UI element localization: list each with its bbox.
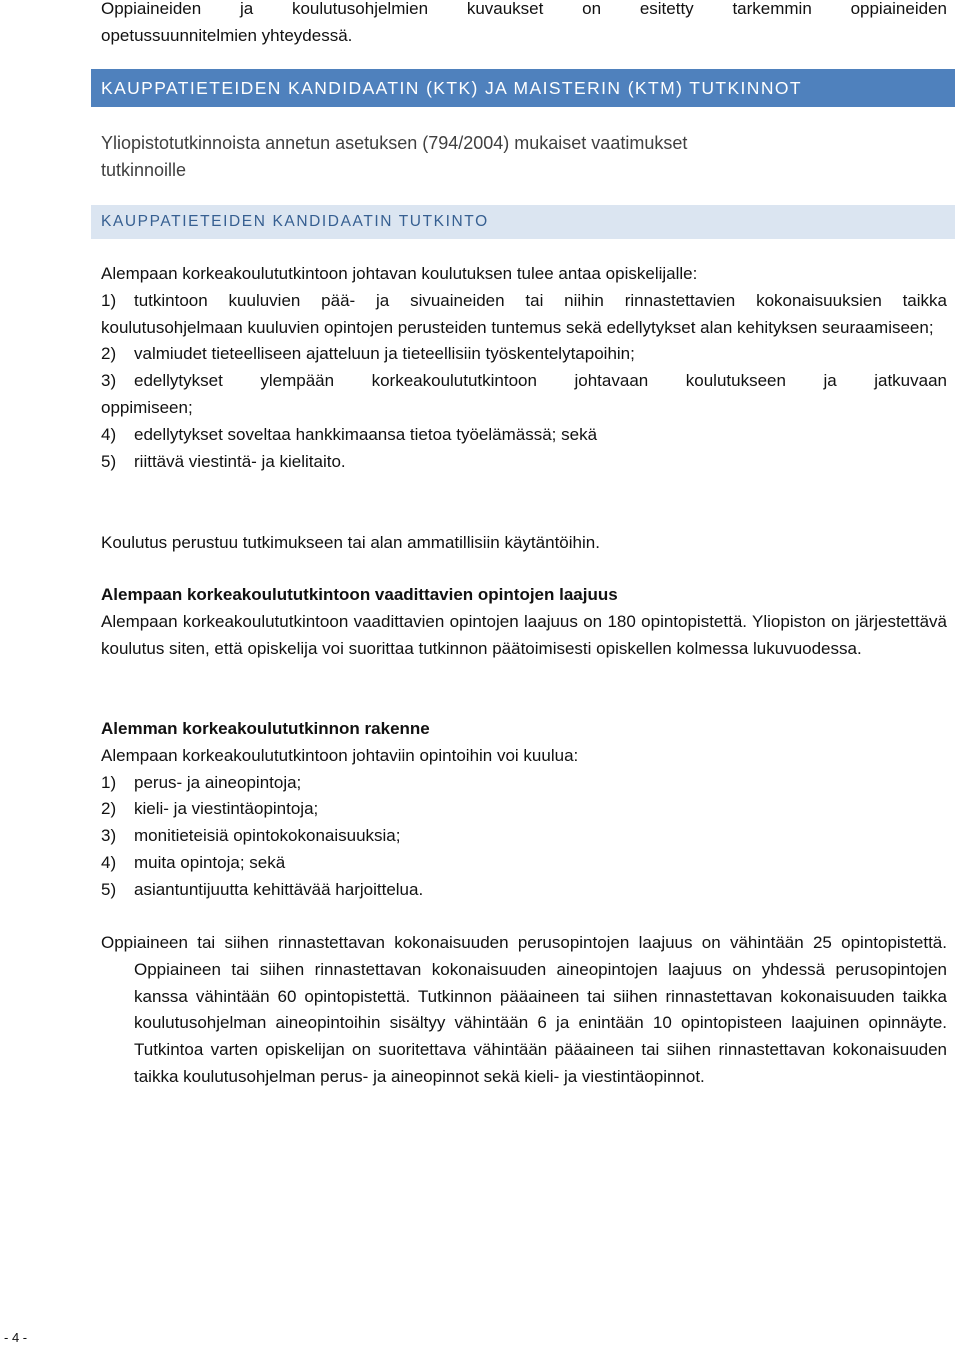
goal-text: tutkintoon kuuluvien pää- ja sivuaineiden tai niihin rinnastettavien kokonaisuuksien taikka <box>134 290 947 310</box>
research-basis-text: Koulutus perustuu tutkimukseen tai alan ammatillisiin käytäntöihin. <box>101 533 600 552</box>
page-number: - 4 - <box>4 1330 28 1345</box>
intro-line-1: Oppiaineiden ja koulutusohjelmien kuvaukset on esitetty tarkemmin oppiaineiden <box>101 0 947 18</box>
structure-text: perus- ja aineopintoja; <box>134 772 302 792</box>
goal-text: edellytykset ylempään korkeakoulututkintoon johtavaan koulutukseen ja jatkuvaan <box>134 371 947 391</box>
structure-number: 4) <box>101 852 117 872</box>
goal-text: riittävä viestintä- ja kielitaito. <box>134 451 346 471</box>
section-banner: KAUPPATIETEIDEN KANDIDAATIN (KTK) JA MAISTERIN (KTM) TUTKINNOT <box>91 69 955 107</box>
major-section <box>101 930 947 1091</box>
structure-text: muita opintoja; sekä <box>134 852 286 872</box>
structure-item <box>101 823 947 850</box>
goal-number: 4) <box>101 424 117 444</box>
major-paragraph: Oppiaineen tai siihen rinnastettavan kokonaisuuden perusopintojen laajuus on vähintään 25 opintopistettä. Oppiaineen tai siihen rinnastettavan kokonaisuuden aineopintojen laajuus on yhdessä perusopintojen kanssa vähintään 60 opintopistettä. Tutkinnon pääaineen tai siihen rinnastettavan kokonaisuuden taikka koulutusohjelman aineopintoihin sisältyy vähintään 6 ja enintään 10 opintopisteen laajuinen opinnäyte. Tutkintoa varten opiskelijan on suoritettava vähintään pääaineen tai siihen rinnastettavan kokonaisuuden taikka koulutusohjelman perus- ja aineopinnot sekä kieli- ja viestintäopinnot. <box>101 933 947 1086</box>
scope-text: Alempaan korkeakoulututkintoon vaadittavien opintojen laajuus on 180 opintopistettä. Yliopiston on järjestettävä koulutus siten, että opiskelija voi suorittaa tutkinnon päätoimisesti opiskellen kolmessa lukuvuodessa. <box>101 611 947 658</box>
goal-text: edellytykset soveltaa hankkimaansa tietoa työelämässä; sekä <box>134 424 598 444</box>
goals-intro: Alempaan korkeakoulututkintoon johtavan koulutuksen tulee antaa opiskelijalle: <box>101 264 698 283</box>
goal-item <box>101 449 947 476</box>
intro-paragraph <box>101 0 947 50</box>
structure-text: kieli- ja viestintäopintoja; <box>134 799 319 819</box>
structure-text: monitieteisiä opintokokonaisuuksia; <box>134 826 401 846</box>
section-subtitle <box>101 130 947 184</box>
goal-number: 3) <box>101 371 117 391</box>
subtitle-line-2: tutkinnoille <box>101 160 187 180</box>
structure-item <box>101 770 947 797</box>
research-basis <box>101 530 947 557</box>
scope-heading: Alempaan korkeakoulututkintoon vaadittavien opintojen laajuus <box>101 585 618 604</box>
scope-section <box>101 582 947 662</box>
subsection-banner: KAUPPATIETEIDEN KANDIDAATIN TUTKINTO <box>91 205 955 239</box>
goal-number: 5) <box>101 451 117 471</box>
goal-item <box>101 341 947 368</box>
structure-heading: Alemman korkeakoulututkinnon rakenne <box>101 719 430 738</box>
structure-number: 2) <box>101 799 117 819</box>
goals-section <box>101 261 947 475</box>
goal-number: 2) <box>101 344 117 364</box>
goal-item <box>101 368 947 395</box>
structure-section <box>101 716 947 904</box>
intro-line-2: opetussuunnitelmien yhteydessä. <box>101 25 353 45</box>
subtitle-line-1: Yliopistotutkinnoista annetun asetuksen (794/2004) mukaiset vaatimukset <box>101 133 688 153</box>
goal-number: 1) <box>101 290 117 310</box>
goal-text: valmiudet tieteelliseen ajatteluun ja tieteellisiin työskentelytapoihin; <box>134 344 635 364</box>
structure-item <box>101 877 947 904</box>
goal-item <box>101 288 947 315</box>
goal-item <box>101 422 947 449</box>
structure-intro: Alempaan korkeakoulututkintoon johtaviin opintoihin voi kuulua: <box>101 745 579 765</box>
structure-number: 1) <box>101 772 117 792</box>
structure-number: 5) <box>101 879 117 899</box>
goal-continuation: oppimiseen; <box>101 397 193 417</box>
structure-text: asiantuntijuutta kehittävää harjoittelua. <box>134 879 424 899</box>
goal-continuation: koulutusohjelmaan kuuluvien opintojen perusteiden tuntemus sekä edellytykset alan kehityksen seuraamiseen; <box>101 317 934 337</box>
structure-item <box>101 850 947 877</box>
structure-item <box>101 796 947 823</box>
structure-number: 3) <box>101 826 117 846</box>
